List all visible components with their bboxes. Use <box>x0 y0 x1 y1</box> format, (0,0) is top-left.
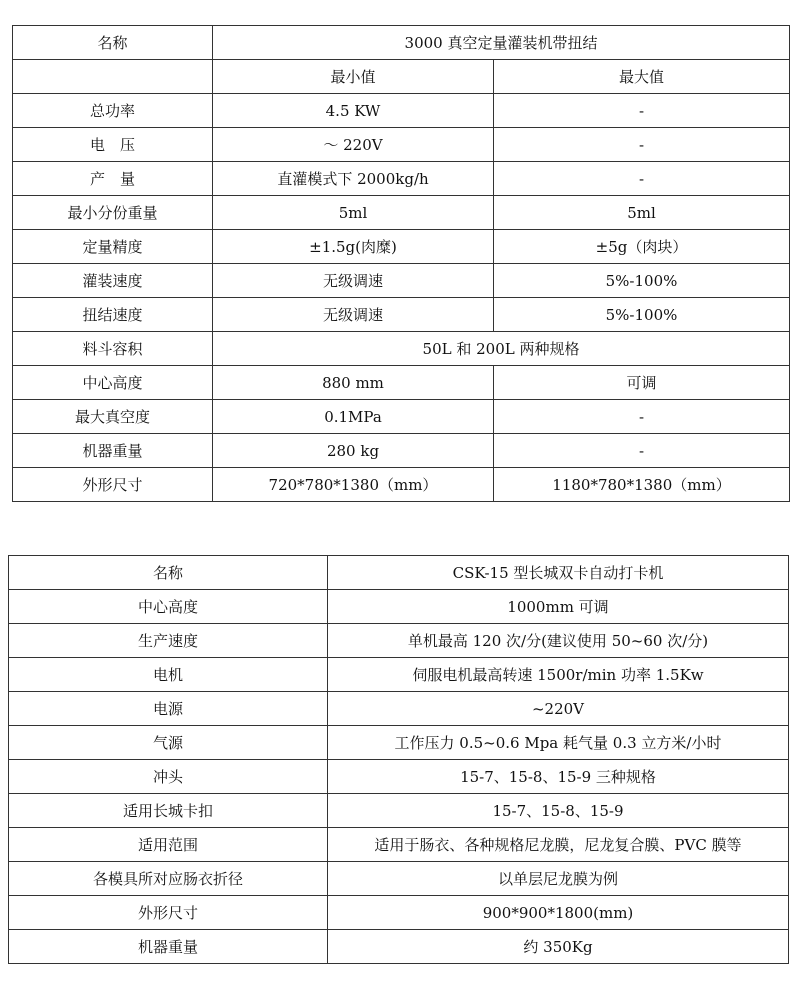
value-cell: ±1.5g(肉糜) <box>213 230 494 264</box>
row-label-cell: 生产速度 <box>9 624 328 658</box>
row-label-cell: 中心高度 <box>9 590 328 624</box>
value-cell: 880 mm <box>213 366 494 400</box>
value-cell: 最小值 <box>213 60 494 94</box>
value-cell: 280 kg <box>213 434 494 468</box>
table-row <box>9 590 789 624</box>
value-cell: - <box>494 94 790 128</box>
value-cell: ±5g（肉块） <box>494 230 790 264</box>
row-label-cell: 电机 <box>9 658 328 692</box>
spec-table-clipper <box>8 555 789 964</box>
value-cell: - <box>494 400 790 434</box>
value-cell: 无级调速 <box>213 264 494 298</box>
table-row <box>13 366 790 400</box>
table-row <box>9 726 789 760</box>
table-row <box>9 658 789 692</box>
table-row <box>9 556 789 590</box>
value-cell: 以单层尼龙膜为例 <box>328 862 789 896</box>
row-label-cell: 电源 <box>9 692 328 726</box>
table-row <box>13 332 790 366</box>
row-label-cell: 名称 <box>13 26 213 60</box>
value-cell: 50L 和 200L 两种规格 <box>213 332 790 366</box>
table-row <box>13 128 790 162</box>
row-label-cell: 外形尺寸 <box>13 468 213 502</box>
row-label-cell: 最大真空度 <box>13 400 213 434</box>
table-row <box>13 94 790 128</box>
table-row <box>9 828 789 862</box>
row-label-cell: 气源 <box>9 726 328 760</box>
value-cell: 1000mm 可调 <box>328 590 789 624</box>
table-row <box>13 162 790 196</box>
value-cell: 最大值 <box>494 60 790 94</box>
row-label-cell: 名称 <box>9 556 328 590</box>
table-row <box>9 794 789 828</box>
value-cell: 4.5 KW <box>213 94 494 128</box>
value-cell: CSK-15 型长城双卡自动打卡机 <box>328 556 789 590</box>
value-cell: ~220V <box>328 692 789 726</box>
value-cell: 3000 真空定量灌装机带扭结 <box>213 26 790 60</box>
value-cell: 工作压力 0.5~0.6 Mpa 耗气量 0.3 立方米/小时 <box>328 726 789 760</box>
table-row <box>9 930 789 964</box>
value-cell: 约 350Kg <box>328 930 789 964</box>
table-row <box>13 264 790 298</box>
row-label-cell: 总功率 <box>13 94 213 128</box>
value-cell: 可调 <box>494 366 790 400</box>
row-label-cell: 电 压 <box>13 128 213 162</box>
row-label-cell: 机器重量 <box>13 434 213 468</box>
row-label-cell: 适用范围 <box>9 828 328 862</box>
table-row <box>13 468 790 502</box>
row-label-cell: 机器重量 <box>9 930 328 964</box>
row-label-cell: 冲头 <box>9 760 328 794</box>
table-row <box>9 624 789 658</box>
row-label-cell: 扭结速度 <box>13 298 213 332</box>
row-label-cell: 产 量 <box>13 162 213 196</box>
table-row <box>9 862 789 896</box>
table-row <box>9 692 789 726</box>
value-cell: 无级调速 <box>213 298 494 332</box>
value-cell: - <box>494 128 790 162</box>
value-cell: 单机最高 120 次/分(建议使用 50~60 次/分) <box>328 624 789 658</box>
table-row <box>13 298 790 332</box>
value-cell: 适用于肠衣、各种规格尼龙膜，尼龙复合膜、PVC 膜等 <box>328 828 789 862</box>
row-label-cell: 适用长城卡扣 <box>9 794 328 828</box>
value-cell: 15-7、15-8、15-9 三种规格 <box>328 760 789 794</box>
value-cell: ～ 220V <box>213 128 494 162</box>
value-cell: 5ml <box>213 196 494 230</box>
table-row <box>13 400 790 434</box>
value-cell: - <box>494 434 790 468</box>
row-label-cell: 外形尺寸 <box>9 896 328 930</box>
value-cell: 900*900*1800(mm) <box>328 896 789 930</box>
spec-table-filler <box>12 25 790 502</box>
table-row <box>13 60 790 94</box>
table-row <box>13 230 790 264</box>
table-row <box>9 760 789 794</box>
value-cell: 5ml <box>494 196 790 230</box>
row-label-cell: 灌装速度 <box>13 264 213 298</box>
row-label-cell: 料斗容积 <box>13 332 213 366</box>
value-cell: 1180*780*1380（mm） <box>494 468 790 502</box>
value-cell: 0.1MPa <box>213 400 494 434</box>
value-cell: 直灌模式下 2000kg/h <box>213 162 494 196</box>
row-label-cell: 最小分份重量 <box>13 196 213 230</box>
row-label-cell: 中心高度 <box>13 366 213 400</box>
value-cell: - <box>494 162 790 196</box>
row-label-cell <box>13 60 213 94</box>
value-cell: 伺服电机最高转速 1500r/min 功率 1.5Kw <box>328 658 789 692</box>
table-row <box>13 26 790 60</box>
value-cell: 720*780*1380（mm） <box>213 468 494 502</box>
value-cell: 15-7、15-8、15-9 <box>328 794 789 828</box>
spec-table-clipper-body <box>9 556 789 964</box>
value-cell: 5%-100% <box>494 264 790 298</box>
spec-table-filler-body <box>13 26 790 502</box>
table-row <box>13 434 790 468</box>
row-label-cell: 定量精度 <box>13 230 213 264</box>
table-row <box>9 896 789 930</box>
row-label-cell: 各模具所对应肠衣折径 <box>9 862 328 896</box>
value-cell: 5%-100% <box>494 298 790 332</box>
table-row <box>13 196 790 230</box>
